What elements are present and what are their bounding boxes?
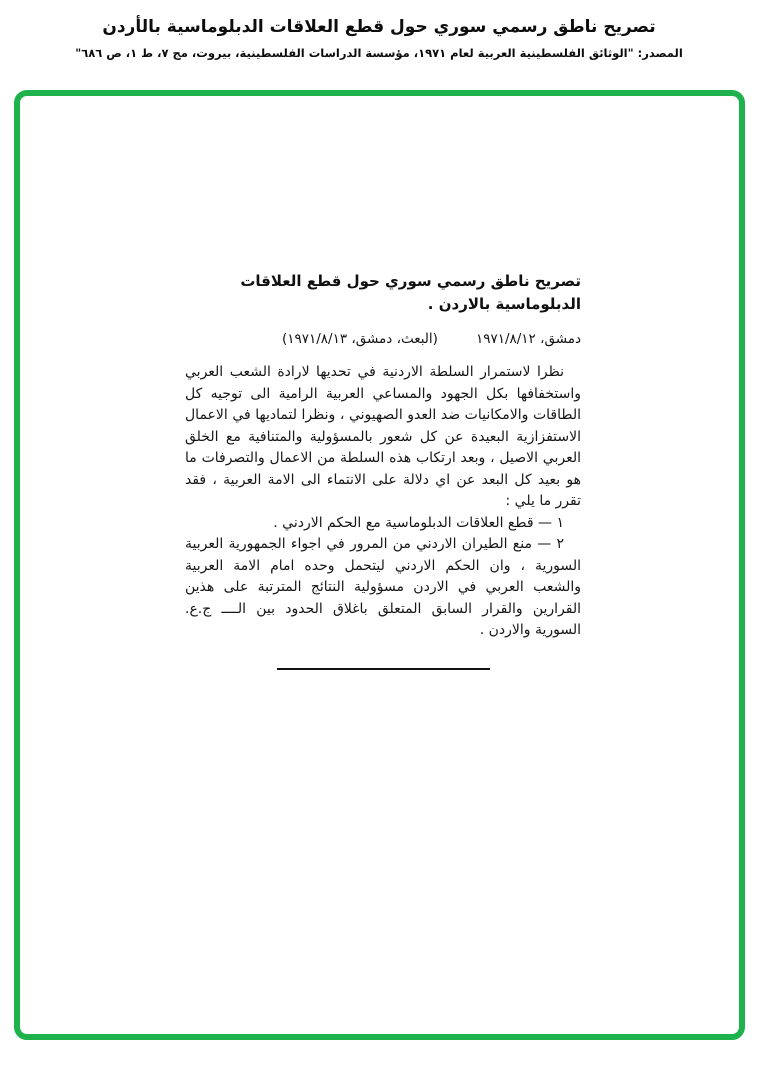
- source-citation-line: المصدر: "الوثائق الفلسطينية العربية لعام ١٩٧١، مؤسسة الدراسات الفلسطينية، بيروت، مج ٧، ط ١، ص ٦٨٦": [75, 46, 683, 60]
- statement-title: تصريح ناطق رسمي سوري حول قطع العلاقات الدبلوماسية بالاردن .: [240, 272, 581, 313]
- document-header: [0, 14, 758, 62]
- dateline-place-date: دمشق، ١٩٧١/٨/١٢: [475, 331, 581, 347]
- decision-item-2: ٢ — منع الطيران الاردني من المرور في اجواء الجمهورية العربية السورية ، وان الحكم الاردني ليتحمل وحده امام الامة العربية والشعب العربي في الاردن مسؤولية النتائج المترتبة على هذين القرارين والقرار السابق المتعلق باغلاق الحدود بين الــــ ج.ع. السورية والاردن .: [185, 536, 581, 638]
- dateline: [185, 329, 581, 349]
- decision-item-1: ١ — قطع العلاقات الدبلوماسية مع الحكم الاردني .: [273, 514, 564, 531]
- end-divider: [277, 668, 490, 670]
- page-title: تصريح ناطق رسمي سوري حول قطع العلاقات الدبلوماسية بالأردن: [102, 17, 656, 37]
- dateline-source-ref: (البعث، دمشق، ١٩٧١/٨/١٣): [281, 331, 438, 347]
- preamble-paragraph: نظرا لاستمرار السلطة الاردنية في تحديها لارادة الشعب العربي واستخفافها بكل الجهود والمساعي العربية الرامية الى توجيه كل الطاقات والامكانيات ضد العدو الصهيوني ، ونظرا لتماديها في الاعمال الاستفزازية البعيدة عن كل شعور بالمسؤولية والمتنافية مع الخلق العربي الاصيل ، وبعد ارتكاب هذه السلطة من الاعمال والتصرفات ما هو بعيد كل البعد عن اي دلالة على الانتماء الى الامة العربية ، فقد تقرر ما يلي :: [185, 364, 581, 509]
- document-body: [185, 270, 581, 670]
